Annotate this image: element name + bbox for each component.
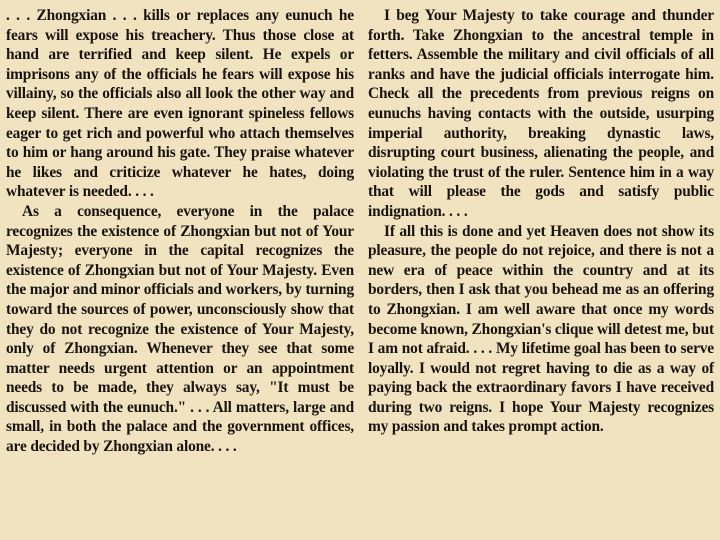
paragraph: I beg Your Majesty to take courage and thunder forth. Take Zhongxian to the ancestral temple in fetters. Assemble the military and civil officials of all ranks and have the judicial officials interrogate him. Check all the precedents from previous reigns on eunuchs having contacts with the outside, usurping imperial authority, breaking dynastic laws, disrupting court business, alienating the people, and violating the trust of the ruler. Sentence him in a way that will please the gods and satisfy public indignation. . . . bbox=[368, 7, 714, 220]
paragraph: . . . Zhongxian . . . kills or replaces any eunuch he fears will expose his treachery. Thus those close at hand are terrified and keep silent. He expels or imprisons any of the officials he fears will expose his villainy, so the officials also all look the other way and keep silent. There are even ignorant spineless fellows eager to get rich and powerful who attach themselves to him or hang around his gate. They praise whatever he likes and criticize whatever he hates, doing whatever is needed. . . . bbox=[6, 7, 354, 201]
paragraph: If all this is done and yet Heaven does not show its pleasure, the people do not rejoice, and there is not a new era of peace within the country and at its borders, then I ask that you behead me as an offering to Zhongxian. I am well aware that once my words become known, Zhongxian's clique will detest me, but I am not afraid. . . . My lifetime goal has been to serve loyally. I would not regret having to die as a way of paying back the extraordinary favors I have received during two reigns. I hope Your Majesty recognizes my passion and takes prompt action. bbox=[368, 222, 714, 436]
right-text-column bbox=[368, 6, 714, 437]
paragraph: As a consequence, everyone in the palace recognizes the existence of Zhongxian but not of Your Majesty; everyone in the capital recognizes the existence of Zhongxian but not of Your Majesty. Even the major and minor officials and workers, by turning toward the sources of power, unconsciously show that they do not recognize the existence of Your Majesty, only of Zhongxian. Whenever they see that some matter needs urgent attention or an appointment needs to be made, they always say, "It must be discussed with the eunuch." . . . All matters, large and small, in both the palace and the government offices, are decided by Zhongxian alone. . . . bbox=[6, 202, 354, 456]
left-text-column bbox=[6, 6, 354, 457]
